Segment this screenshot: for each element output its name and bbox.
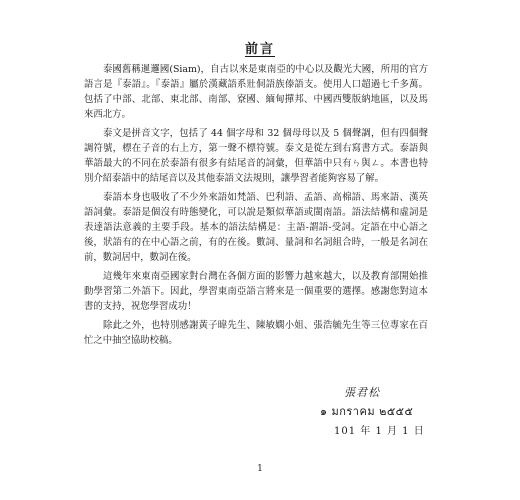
page-number: 1 xyxy=(257,464,263,474)
paragraph-1: 泰國舊稱暹邏國(Siam)，自古以來是東南亞的中心以及觀光大國，所用的官方語言是『泰語』。『泰語』屬於漢藏語系壯侗語族傣語支。使用人口超過七千多萬。包括了中部、北部、東北部、南部、寮國、緬甸撣邦、中國西雙版納地區，以及馬來西北方。 xyxy=(84,64,428,120)
roc-date: 101 年 1 月 1 日 xyxy=(334,426,425,437)
paragraph-5: 除此之外，也特別感謝黃子暐先生、陳敏嫻小姐、張浩毓先生等三位專家在百忙之中抽空協助校稿。 xyxy=(84,320,428,346)
page-title: 前言 xyxy=(244,42,275,57)
preface-body xyxy=(84,62,428,352)
thai-date: ๑ มกราคม ๒๕๕๕ xyxy=(320,405,414,418)
paragraph-4: 這幾年來東南亞國家對台灣在各個方面的影響力越來越大，以及教育部開始推動學習第二外語下。因此，學習東南亞語言將來是一個重要的選擇。感謝您對這本書的支持，祝您學習成功！ xyxy=(84,271,428,312)
author-signature: 張君松 xyxy=(344,386,380,399)
paragraph-3: 泰語本身也吸收了不少外來語如梵語、巴利語、孟語、高棉語、馬來語、漢英語詞彙。泰語是個沒有時態變化，可以說是類似華語或閩南語。語法結構和虛詞是表達語法意義的主要手段。基本的語法結構是：主語-謂語-受詞。定語在中心語之後，狀語有的在中心語之前，有的在後。數詞、量詞和名詞組合時，一般是名詞在前，數詞居中，數詞在後。 xyxy=(84,192,428,263)
paragraph-2: 泰文是拼音文字，包括了 44 個字母和 32 個母母以及 5 個聲調，但有四個聲調符號，標在子音的右上方，第一聲不標符號。泰文是從左到右寫書方式。泰語與華語最大的不同在於泰語有很多有結尾音的詞彙，但華語中只有ㄣ與ㄥ。本書也特別介紹泰語中的結尾音以及其他泰語文法規則，讓學習者能夠容易了解。 xyxy=(84,128,428,184)
